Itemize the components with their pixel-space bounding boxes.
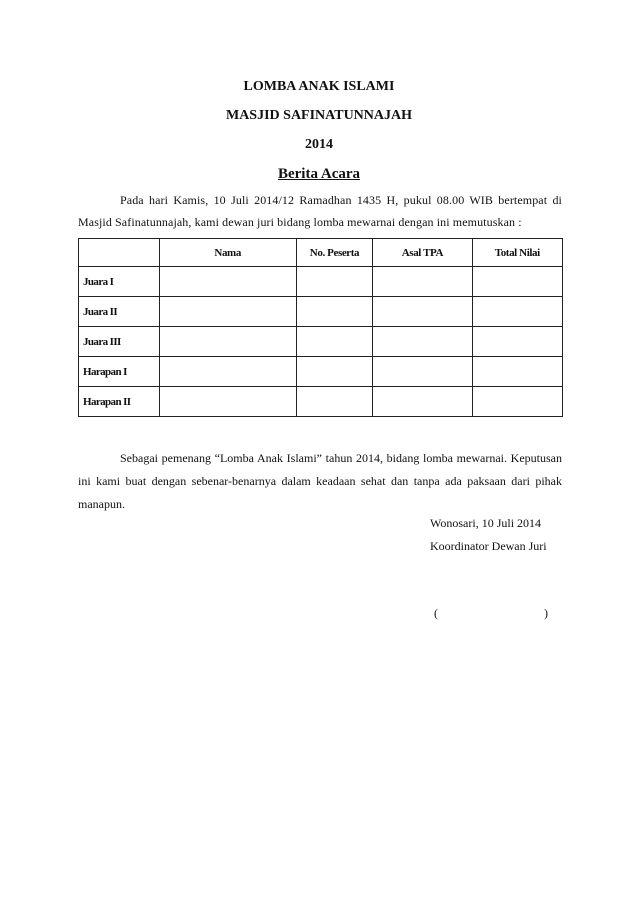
results-table (78, 238, 563, 417)
column-header-blank (79, 239, 160, 267)
column-header-total-nilai: Total Nilai (472, 239, 562, 267)
row-label-juara-2: Juara II (79, 297, 160, 327)
table-cell (472, 267, 562, 297)
table-cell (373, 267, 472, 297)
title-event: LOMBA ANAK ISLAMI (243, 79, 395, 94)
table-row (79, 357, 563, 387)
intro-paragraph: Pada hari Kamis, 10 Juli 2014/12 Ramadhan 1435 H, pukul 08.00 WIB bertempat di Masjid Safinatunnajah, kami dewan juri bidang lomba mewarnai dengan ini memutuskan : (78, 193, 562, 229)
table-cell (159, 267, 296, 297)
table-header-row (79, 239, 563, 267)
table-cell (373, 357, 472, 387)
table-cell (159, 327, 296, 357)
table-cell (159, 357, 296, 387)
table-cell (373, 297, 472, 327)
document-subtitle: Berita Acara (277, 166, 361, 182)
table-cell (296, 297, 373, 327)
table-cell (296, 357, 373, 387)
table-cell (472, 387, 562, 417)
table-cell (373, 387, 472, 417)
column-header-no-peserta: No. Peserta (296, 239, 373, 267)
table-row (79, 267, 563, 297)
row-label-juara-1: Juara I (79, 267, 160, 297)
closing-paragraph: Sebagai pemenang “Lomba Anak Islami” tahun 2014, bidang lomba mewarnai. Keputusan ini kami buat dengan sebenar-benarnya dalam keadaan sehat dan tanpa ada paksaan dari pihak manapun. (78, 451, 562, 511)
row-label-juara-3: Juara III (79, 327, 160, 357)
table-cell (472, 297, 562, 327)
table-row (79, 297, 563, 327)
signature-close-paren: ) (544, 606, 548, 620)
signature-role: Koordinator Dewan Juri (430, 539, 547, 553)
table-cell (373, 327, 472, 357)
table-cell (159, 387, 296, 417)
row-label-harapan-2: Harapan II (79, 387, 160, 417)
column-header-asal-tpa: Asal TPA (373, 239, 472, 267)
table-cell (472, 357, 562, 387)
table-cell (296, 387, 373, 417)
table-cell (296, 327, 373, 357)
table-row (79, 387, 563, 417)
column-header-nama: Nama (159, 239, 296, 267)
title-year: 2014 (305, 137, 333, 152)
signature-open-paren: ( (434, 606, 438, 620)
table-cell (159, 297, 296, 327)
signature-place-date: Wonosari, 10 Juli 2014 (430, 516, 542, 530)
table-cell (472, 327, 562, 357)
table-cell (296, 267, 373, 297)
row-label-harapan-1: Harapan I (79, 357, 160, 387)
table-row (79, 327, 563, 357)
title-mosque: MASJID SAFINATUNNAJAH (225, 108, 413, 123)
